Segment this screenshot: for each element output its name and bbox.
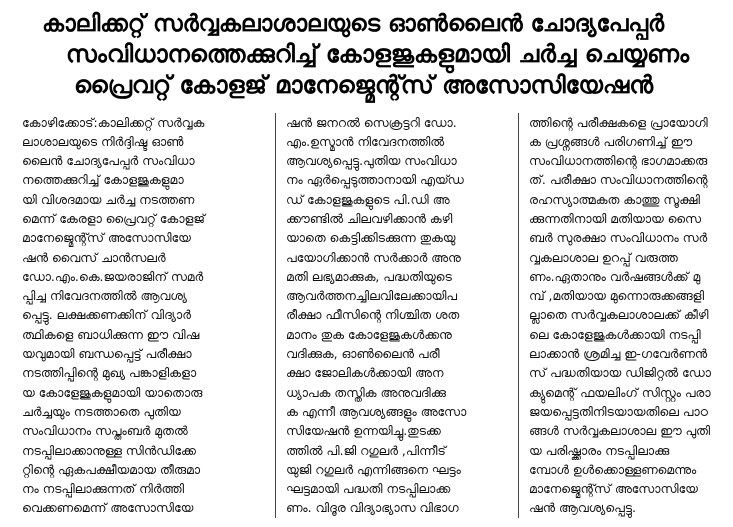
headline-line-2: സംവിധാനത്തെക്കുറിച്ച് കോളജുകളുമായി ചർച്ച ചെയ്യണം — [66, 40, 690, 69]
article-text-line: ചർച്ചയും നടത്താതെ പുതിയ — [22, 403, 181, 419]
article-text-line: യി വിശദമായ ചർച്ച നടത്തണ — [22, 191, 195, 207]
article-text-line: റ്റിന്റെ ഏകപക്ഷീയമായ തീരുമാ — [22, 461, 201, 477]
article-text-line: ഘട്ടമായി പദ്ധതി നടപ്പിലാക്ക — [286, 481, 451, 497]
article-text-line: നടത്തിപ്പിന്റെ മുഖ്യ പങ്കാളികളാ — [22, 365, 197, 381]
article-text-line: സംവിധാനത്തിന്റെ ഭാഗമാക്കരു — [529, 153, 708, 169]
article-text-line: ങ്ങൾ സർവ്വകലാശാല ഈ പുതി — [529, 423, 711, 439]
article-text-line: ഡോ.എം.കെ.ജയരാജിന് സമർ — [22, 268, 204, 284]
headline-line-1: കാലിക്കറ്റ് സർവ്വകലാശാലയുടെ ഓൺലൈൻ ചോദ്യപേപ്പർ — [42, 11, 665, 37]
article-column-2 — [286, 113, 508, 518]
article-text-line: ത്ഥികളെ ബാധിക്കുന്ന ഈ വിഷ — [22, 326, 200, 342]
article-text-line: നടപ്പിലാക്കാനുള്ള സിൻഡിക്കേ — [22, 442, 196, 458]
article-text-line: ത്തിന്റെ പരീക്ഷകളെ പ്രായോഗി — [529, 114, 708, 130]
article-text-line: നത്തെക്കുറിച്ച് കോളജുകളുമാ — [22, 172, 184, 188]
article-text-line: പ്പെട്ടു. ലക്ഷക്കണക്കിന് വിദ്യാർ — [22, 307, 191, 323]
headline-block — [22, 12, 713, 99]
article-column-1 — [22, 113, 265, 518]
article-text-line: യ കോളേജുകളുമായി യാതൊരു — [22, 384, 203, 400]
article-text-line: ബർ സുരക്ഷാ സംവിധാനം സർ — [529, 230, 708, 246]
article-text-line: ല്ലാതെ സർവ്വകലാശാലക്ക് കീഴി — [529, 307, 709, 323]
article-text-line: നം ഏർപ്പെടുത്താനായി എയ്ഡ — [286, 172, 464, 188]
article-text-line: മാനം തുക കോളേജുകൾക്കനു — [286, 326, 452, 342]
article-text-line: പയോഗിക്കാൻ സർക്കാർ അനു — [286, 249, 461, 265]
article-text-line: ത്. പരീക്ഷാ സംവിധാനത്തിന്റെ — [529, 172, 708, 188]
article-text-line: ക എന്നീ ആവശ്യങ്ങളും അസോ — [286, 403, 467, 419]
article-text-line: മ്പോൾ ഉൾക്കൊള്ളണമെന്നും — [529, 461, 697, 477]
article-text-line: സംവിധാനം സപ്തംബർ മുതൽ — [22, 423, 188, 439]
article-text-line: കോഴിക്കോട്:കാലിക്കറ്റ് സർവ്വക — [22, 114, 205, 130]
article-text-line: ജയപ്പെട്ടതിനിടയായതിലെ പാഠ — [529, 403, 708, 419]
article-text-line: ക്കുന്നതിനായി മതിയായ സൈ — [529, 211, 701, 226]
article-text-line: എം.ഉസ്മാൻ നിവേദനത്തിൽ — [286, 133, 445, 149]
article-text-line: ആവർത്തനച്ചിലവിലേക്കായിപ — [286, 288, 457, 304]
article-text-line: യ പരിഷ്ക്കാരം നടപ്പിലാക്കു — [529, 442, 670, 458]
article-text-line: ക്യുമെന്റ് ഫയലിംഗ് സിസ്റ്റം പരാ — [529, 384, 711, 400]
article-text-line: യാതെ കെട്ടിക്കിടക്കുന്ന തുകയു — [286, 230, 456, 246]
article-text-line: ത്തിൽ പി.ജി റഗുലർ ,പിന്നീട് — [286, 442, 446, 458]
article-text-line: വ്വകലാശാല ഉറപ്പ് വരുത്ത — [529, 249, 678, 265]
article-text-line: ണം.ഏതാനും വർഷങ്ങൾക്ക് മു — [529, 268, 701, 284]
article-text-line: ലെ കോളേജുകൾക്കായി നടപ്പി — [529, 326, 701, 342]
article-text-line: സ് പദ്ധതിയായ ഡിജിറ്റൽ ഡോ — [529, 365, 711, 381]
article-column-3 — [529, 113, 729, 518]
article-text-line: ലാക്കാൻ ശ്രമിച്ച ഇ-ഗവേർണൻ — [529, 346, 708, 362]
article-text-line: ക്ഷാ ജോലികൾക്കായി അന — [286, 365, 444, 381]
article-text-line: മതി ലഭ്യമാക്കുക, പദ്ധതിയുടെ — [286, 268, 452, 284]
article-text-line: രഹസ്യാത്മകത കാത്തു സൂക്ഷി — [529, 191, 700, 207]
article-text-line: ഷൻ വൈസ് ചാൻസലർ — [22, 249, 166, 265]
article-text-line: നം നടപ്പിലാക്കുന്നത് നിർത്തി — [22, 481, 185, 497]
article-text-line: ലാശാലയുടെ നിർദ്ദിഷ്ട ഓൺ — [22, 133, 184, 149]
article-text-line: സിയേഷൻ ഉന്നയിച്ചു.തുടക്ക — [286, 423, 441, 439]
article-text-line: മ്പ് ,മതിയായ മുന്നൊരുക്കങ്ങളി — [529, 288, 705, 304]
article-text-line: രീക്ഷാ ഫീസിന്റെ നിശ്ചിത ശത — [286, 307, 460, 323]
article-text-line: ഷൻ ആവശ്യപ്പെട്ടു. — [529, 500, 636, 516]
article-text-line: വെക്കണമെന്ന് അസോസിയേ — [22, 500, 194, 516]
article-text-line: ധ്യാപക തസ്തിക അനുവദിക്കു — [286, 384, 446, 400]
article-text-line: മാനേജ്മെന്റ്സ് അസോസിയേ — [22, 230, 191, 246]
article-text-line: വദിക്കുക, ഓൺലൈൻ പരീ — [286, 346, 440, 362]
article-columns — [22, 113, 713, 516]
headline-line-3: പ്രൈവറ്റ് കോളജ് മാനേജ്മെന്റ്സ് അസോസിയേഷൻ — [74, 71, 654, 100]
article-text-line: യവുമായി ബന്ധപ്പെട്ട് പരീക്ഷാ — [22, 346, 192, 362]
article-text-line: ഷൻ ജനറൽ സെക്രട്ടറി ഡോ. — [286, 114, 457, 130]
article-text-line: ഡ് കോളജുകളുടെ പി.ഡി അ — [286, 191, 450, 207]
article-text-line: ആവശ്യപ്പെട്ടു.പുതിയ സംവിധാ — [286, 153, 457, 169]
article-text-line: ക പ്രശ്നങ്ങൾ പരിഗണിച്ച് ഈ — [529, 133, 693, 149]
column-divider — [275, 113, 276, 518]
article-text-line: ണം. വിദൂര വിദ്യാഭ്യാസ വിഭാഗ — [286, 500, 459, 516]
article-text-line: മെന്ന് കേരളാ പ്രൈവറ്റ് കോളജ് — [22, 211, 205, 226]
article-text-line: പ്പിച്ച നിവേദനത്തിൽ ആവശ്യ — [22, 288, 187, 304]
article-text-line: യുജി റഗുലർ എന്നിങ്ങനെ ഘട്ടം — [286, 461, 461, 477]
article-text-line: ലൈൻ ചോദ്യപേപ്പർ സംവിധാ — [22, 153, 195, 169]
article-text-line: ക്കൗണ്ടിൽ ചിലവഴിക്കാൻ കഴി — [286, 211, 453, 226]
article-text-line: മാനേജ്മെന്റ്സ് അസോസിയേ — [529, 481, 698, 497]
column-divider — [518, 113, 519, 518]
